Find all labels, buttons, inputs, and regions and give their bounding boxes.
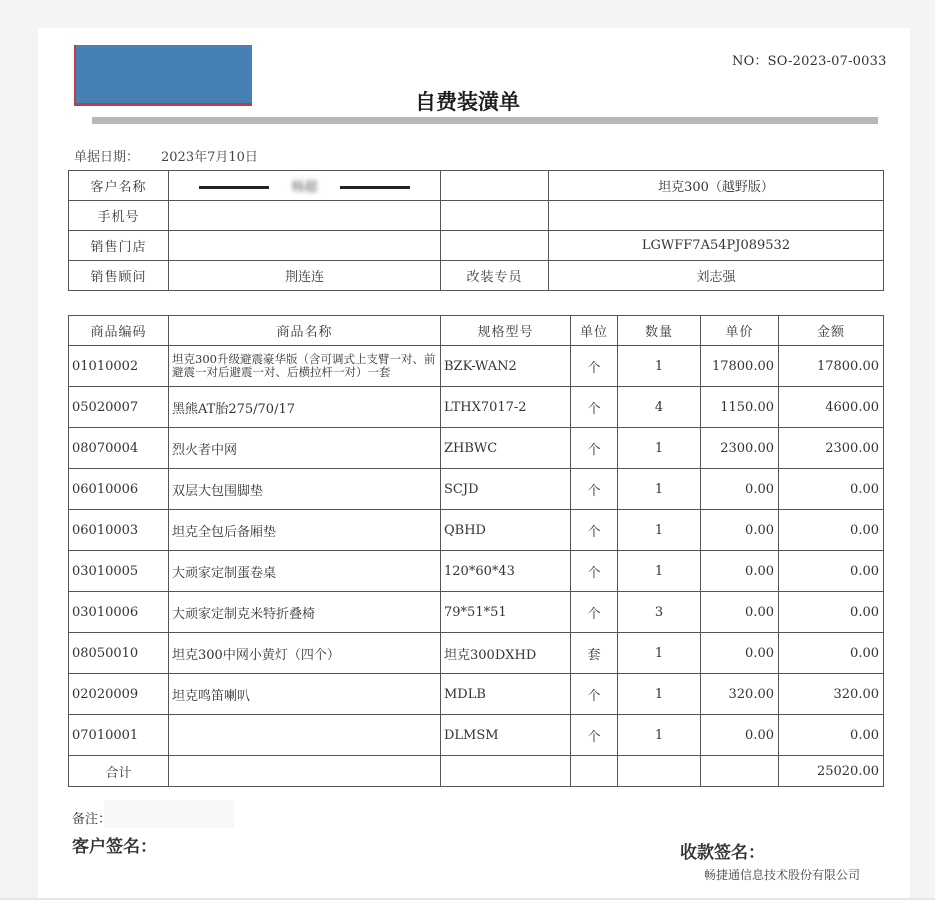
color-label xyxy=(441,201,549,231)
col-spec: 规格型号 xyxy=(441,316,571,346)
item-qty: 1 xyxy=(618,428,701,469)
vehicle-model: 坦克300（越野版） xyxy=(549,171,884,201)
item-unit: 个 xyxy=(571,469,618,510)
item-code: 06010003 xyxy=(69,510,169,551)
item-amount: 0.00 xyxy=(779,592,884,633)
advisor-row xyxy=(69,261,884,291)
item-qty: 3 xyxy=(618,592,701,633)
remark-label: 备注： xyxy=(72,812,112,827)
item-qty: 1 xyxy=(618,674,701,715)
item-amount: 4600.00 xyxy=(779,387,884,428)
table-row xyxy=(69,674,884,715)
table-row xyxy=(69,346,884,387)
item-amount: 2300.00 xyxy=(779,428,884,469)
item-qty: 1 xyxy=(618,633,701,674)
total-empty xyxy=(701,756,779,787)
item-name: 坦克300中网小黄灯（四个） xyxy=(169,633,441,674)
item-code: 08050010 xyxy=(69,633,169,674)
item-code: 08070004 xyxy=(69,428,169,469)
remark-field xyxy=(104,800,234,828)
col-name: 商品名称 xyxy=(169,316,441,346)
item-spec: 坦克300DXHD xyxy=(441,633,571,674)
col-code: 商品编码 xyxy=(69,316,169,346)
table-row xyxy=(69,633,884,674)
item-amount: 17800.00 xyxy=(779,346,884,387)
item-amount: 0.00 xyxy=(779,633,884,674)
title-divider xyxy=(92,117,878,124)
phone-row xyxy=(69,201,884,231)
total-empty xyxy=(618,756,701,787)
item-qty: 1 xyxy=(618,715,701,756)
item-price: 0.00 xyxy=(701,715,779,756)
document-number xyxy=(732,50,887,69)
col-amount: 金额 xyxy=(779,316,884,346)
item-code: 06010006 xyxy=(69,469,169,510)
total-empty xyxy=(441,756,571,787)
item-code: 03010006 xyxy=(69,592,169,633)
item-spec: ZHBWC xyxy=(441,428,571,469)
items-header-row xyxy=(69,316,884,346)
date-value: 2023年7月10日 xyxy=(161,150,258,165)
item-code: 05020007 xyxy=(69,387,169,428)
item-amount: 0.00 xyxy=(779,551,884,592)
item-price: 17800.00 xyxy=(701,346,779,387)
total-empty xyxy=(571,756,618,787)
item-amount: 0.00 xyxy=(779,510,884,551)
customer-label: 客户名称 xyxy=(69,171,169,201)
table-row xyxy=(69,510,884,551)
vehicle-label xyxy=(441,171,549,201)
customer-row xyxy=(69,171,884,201)
table-row xyxy=(69,715,884,756)
item-spec: QBHD xyxy=(441,510,571,551)
item-code: 03010005 xyxy=(69,551,169,592)
item-spec: BZK-WAN2 xyxy=(441,346,571,387)
item-name: 烈火者中网 xyxy=(169,428,441,469)
table-row xyxy=(69,551,884,592)
document-date xyxy=(74,146,280,165)
item-unit: 个 xyxy=(571,715,618,756)
table-row xyxy=(69,387,884,428)
item-spec: 79*51*51 xyxy=(441,592,571,633)
customer-info-table xyxy=(68,170,884,291)
advisor-label: 销售顾问 xyxy=(69,261,169,291)
phone-value xyxy=(169,201,441,231)
item-price: 0.00 xyxy=(701,551,779,592)
total-amount: 25020.00 xyxy=(779,756,884,787)
item-unit: 个 xyxy=(571,346,618,387)
col-unit: 单位 xyxy=(571,316,618,346)
item-name: 大顽家定制蛋卷桌 xyxy=(169,551,441,592)
item-amount: 0.00 xyxy=(779,715,884,756)
item-price: 0.00 xyxy=(701,592,779,633)
doc-no-label: NO： xyxy=(732,54,768,69)
total-empty xyxy=(169,756,441,787)
item-name: 黑熊AT胎275/70/17 xyxy=(169,387,441,428)
item-code: 02020009 xyxy=(69,674,169,715)
vin-label xyxy=(441,231,549,261)
item-spec: SCJD xyxy=(441,469,571,510)
item-unit: 个 xyxy=(571,592,618,633)
item-unit: 个 xyxy=(571,551,618,592)
total-row xyxy=(69,756,884,787)
item-amount: 320.00 xyxy=(779,674,884,715)
item-unit: 个 xyxy=(571,674,618,715)
store-label: 销售门店 xyxy=(69,231,169,261)
page-title: 自费装潢单 xyxy=(415,89,520,114)
item-name xyxy=(169,715,441,756)
payee-signature-label: 收款签名： xyxy=(680,843,765,863)
item-price: 1150.00 xyxy=(701,387,779,428)
table-row xyxy=(69,592,884,633)
customer-value: 杨超 xyxy=(169,171,441,201)
item-spec: LTHX7017-2 xyxy=(441,387,571,428)
item-amount: 0.00 xyxy=(779,469,884,510)
item-code: 01010002 xyxy=(69,346,169,387)
item-price: 2300.00 xyxy=(701,428,779,469)
table-row xyxy=(69,469,884,510)
item-spec: 120*60*43 xyxy=(441,551,571,592)
item-name: 坦克全包后备厢垫 xyxy=(169,510,441,551)
item-price: 0.00 xyxy=(701,633,779,674)
col-price: 单价 xyxy=(701,316,779,346)
item-qty: 1 xyxy=(618,346,701,387)
table-row xyxy=(69,428,884,469)
doc-no-value: SO-2023-07-0033 xyxy=(767,54,887,69)
item-unit: 套 xyxy=(571,633,618,674)
advisor-value: 荆连连 xyxy=(169,261,441,291)
item-price: 0.00 xyxy=(701,510,779,551)
item-unit: 个 xyxy=(571,387,618,428)
item-qty: 4 xyxy=(618,387,701,428)
item-price: 320.00 xyxy=(701,674,779,715)
item-unit: 个 xyxy=(571,510,618,551)
item-name: 坦克300升级避震豪华版（含可调式上支臂一对、前避震一对后避震一对、后横拉杆一对）一套 xyxy=(169,346,441,387)
specialist-label: 改装专员 xyxy=(441,261,549,291)
item-qty: 1 xyxy=(618,469,701,510)
item-name: 双层大包围脚垫 xyxy=(169,469,441,510)
color-value xyxy=(549,201,884,231)
specialist-value: 刘志强 xyxy=(549,261,884,291)
item-name: 坦克鸣笛喇叭 xyxy=(169,674,441,715)
item-price: 0.00 xyxy=(701,469,779,510)
item-unit: 个 xyxy=(571,428,618,469)
item-qty: 1 xyxy=(618,510,701,551)
item-name: 大顽家定制克米特折叠椅 xyxy=(169,592,441,633)
vin-value: LGWFF7A54PJ089532 xyxy=(549,231,884,261)
item-qty: 1 xyxy=(618,551,701,592)
date-label: 单据日期： xyxy=(74,150,140,165)
item-spec: MDLB xyxy=(441,674,571,715)
col-qty: 数量 xyxy=(618,316,701,346)
item-code: 07010001 xyxy=(69,715,169,756)
customer-signature-label: 客户签名： xyxy=(72,837,157,857)
items-table xyxy=(68,315,884,787)
total-label: 合计 xyxy=(69,756,169,787)
store-value xyxy=(169,231,441,261)
phone-label: 手机号 xyxy=(69,201,169,231)
company-name: 畅捷通信息技术股份有限公司 xyxy=(704,868,861,882)
item-spec: DLMSM xyxy=(441,715,571,756)
store-row xyxy=(69,231,884,261)
